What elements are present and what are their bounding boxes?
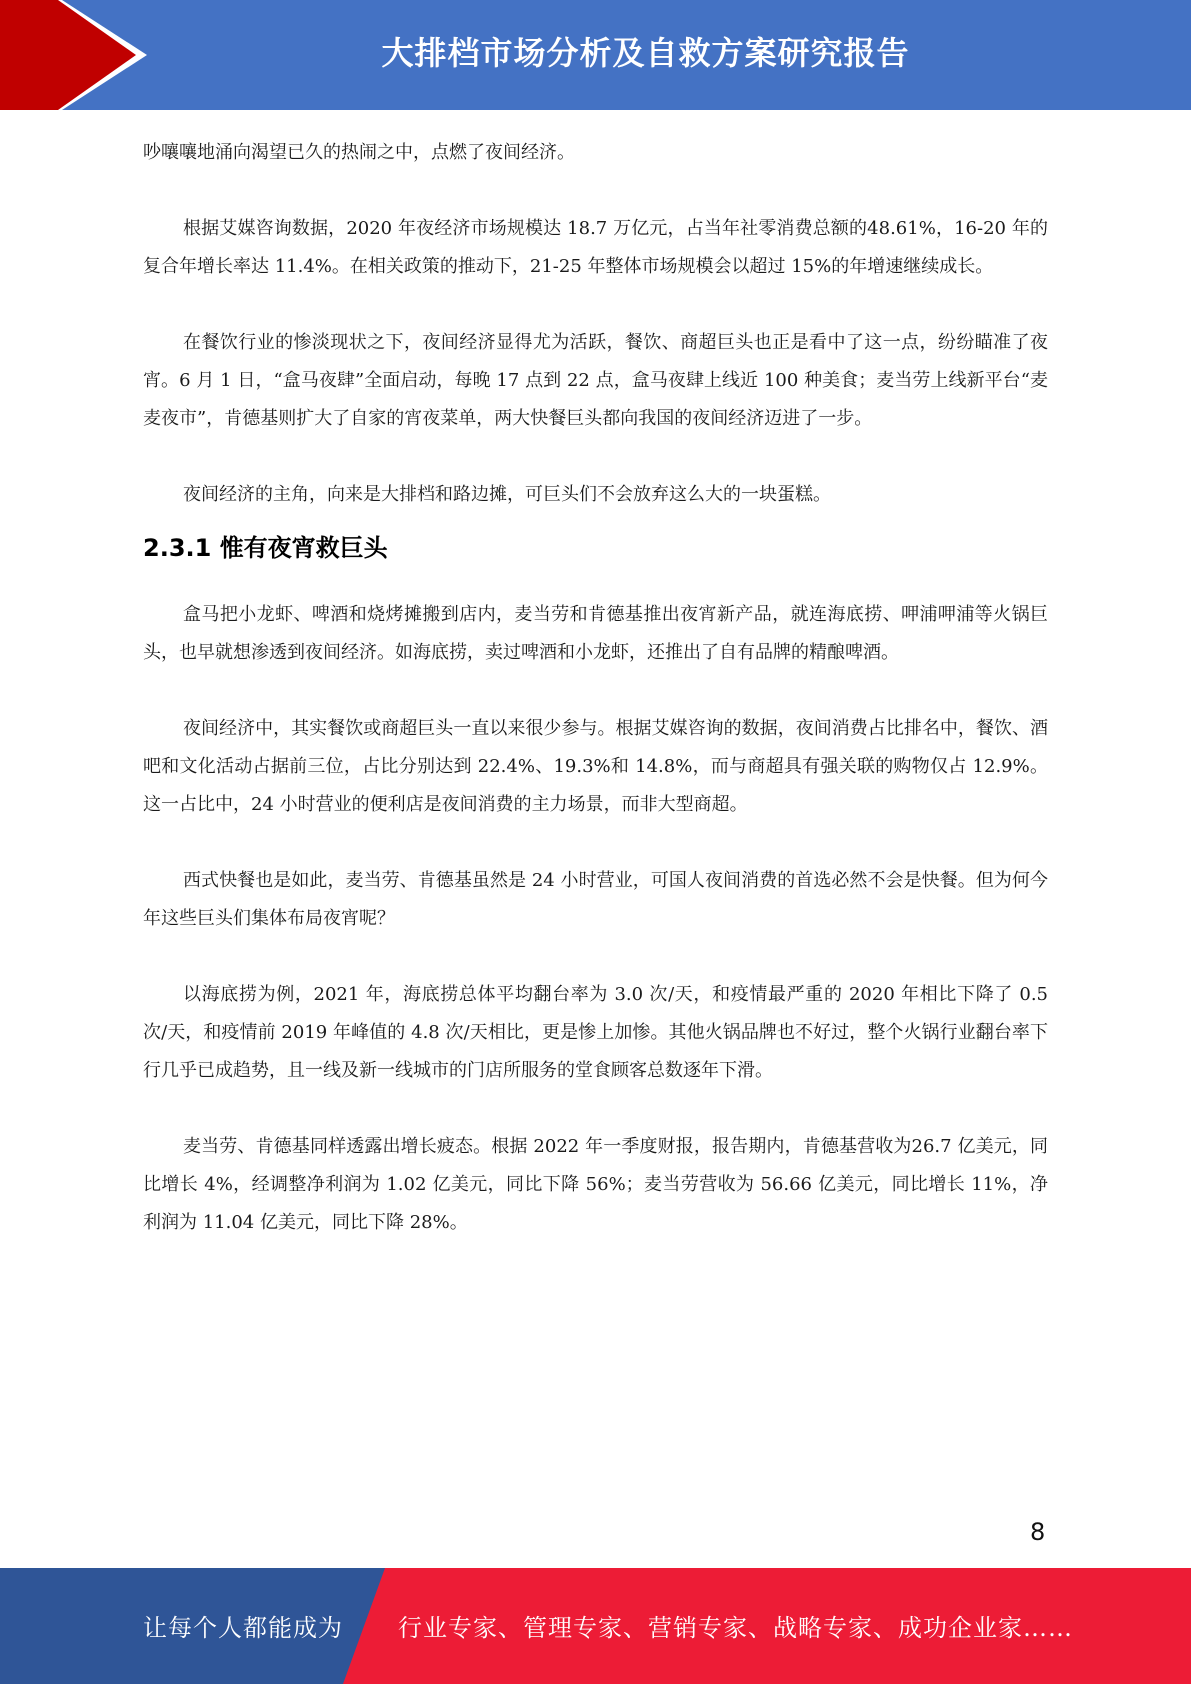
paragraph: 以海底捞为例，2021 年，海底捞总体平均翻台率为 3.0 次/天，和疫情最严重的 2020 年相比下降了 0.5 次/天，和疫情前 2019 年峰值的 4.8 次/天相比，更是惨上加惨。其他火锅品牌也不好过，整个火锅行业翻台率下行几乎已成趋势，且一线及新一线城市的门店所服务的堂食顾客总数逐年下滑。 <box>143 984 1048 1081</box>
paragraph: 根据艾媒咨询数据，2020 年夜经济市场规模达 18.7 万亿元，占当年社零消费总额的48.61%，16-20 年的复合年增长率达 11.4%。在相关政策的推动下，21-25 年整体市场规模会以超过 15%的年增速继续成长。 <box>143 218 1048 277</box>
paragraph: 夜间经济中，其实餐饮或商超巨头一直以来很少参与。根据艾媒咨询的数据，夜间消费占比排名中，餐饮、酒吧和文化活动占据前三位，占比分别达到 22.4%、19.3%和 14.8%，而与商超具有强关联的购物仅占 12.9%。这一占比中，24 小时营业的便利店是夜间消费的主力场景，而非大型商超。 <box>143 718 1048 815</box>
footer-slogan-right: 行业专家、管理专家、营销专家、战略专家、成功企业家…… <box>398 1614 1073 1642</box>
paragraph: 吵嚷嚷地涌向渴望已久的热闹之中，点燃了夜间经济。 <box>143 142 575 163</box>
paragraph: 西式快餐也是如此，麦当劳、肯德基虽然是 24 小时营业，可国人夜间消费的首选必然不会是快餐。但为何今年这些巨头们集体布局夜宵呢？ <box>143 870 1048 929</box>
footer-slogan-left: 让每个人都能成为 <box>143 1614 343 1642</box>
paragraph: 在餐饮行业的惨淡现状之下，夜间经济显得尤为活跃，餐饮、商超巨头也正是看中了这一点，纷纷瞄准了夜宵。6 月 1 日，“盒马夜肆”全面启动，每晚 17 点到 22 点，盒马夜肆上线近 100 种美食；麦当劳上线新平台“麦麦夜市”，肯德基则扩大了自家的宵夜菜单，两大快餐巨头都向我国的夜间经济迈进了一步。 <box>143 332 1048 429</box>
section-heading: 2.3.1 惟有夜宵救巨头 <box>143 534 388 562</box>
report-title: 大排档市场分析及自救方案研究报告 <box>381 34 910 72</box>
page-footer <box>0 1568 1191 1684</box>
page-header <box>0 0 1191 110</box>
paragraph: 夜间经济的主角，向来是大排档和路边摊，可巨头们不会放弃这么大的一块蛋糕。 <box>183 484 831 505</box>
document-body <box>143 134 1048 1242</box>
paragraph: 盒马把小龙虾、啤酒和烧烤摊搬到店内，麦当劳和肯德基推出夜宵新产品，就连海底捞、呷浦呷浦等火锅巨头，也早就想渗透到夜间经济。如海底捞，卖过啤酒和小龙虾，还推出了自有品牌的精酿啤酒。 <box>143 604 1048 663</box>
page-number: 8 <box>1030 1518 1046 1546</box>
paragraph: 麦当劳、肯德基同样透露出增长疲态。根据 2022 年一季度财报，报告期内，肯德基营收为26.7 亿美元，同比增长 4%，经调整净利润为 1.02 亿美元，同比下降 56%；麦当劳营收为 56.66 亿美元，同比增长 11%，净利润为 11.04 亿美元，同比下降 28%。 <box>143 1136 1048 1233</box>
